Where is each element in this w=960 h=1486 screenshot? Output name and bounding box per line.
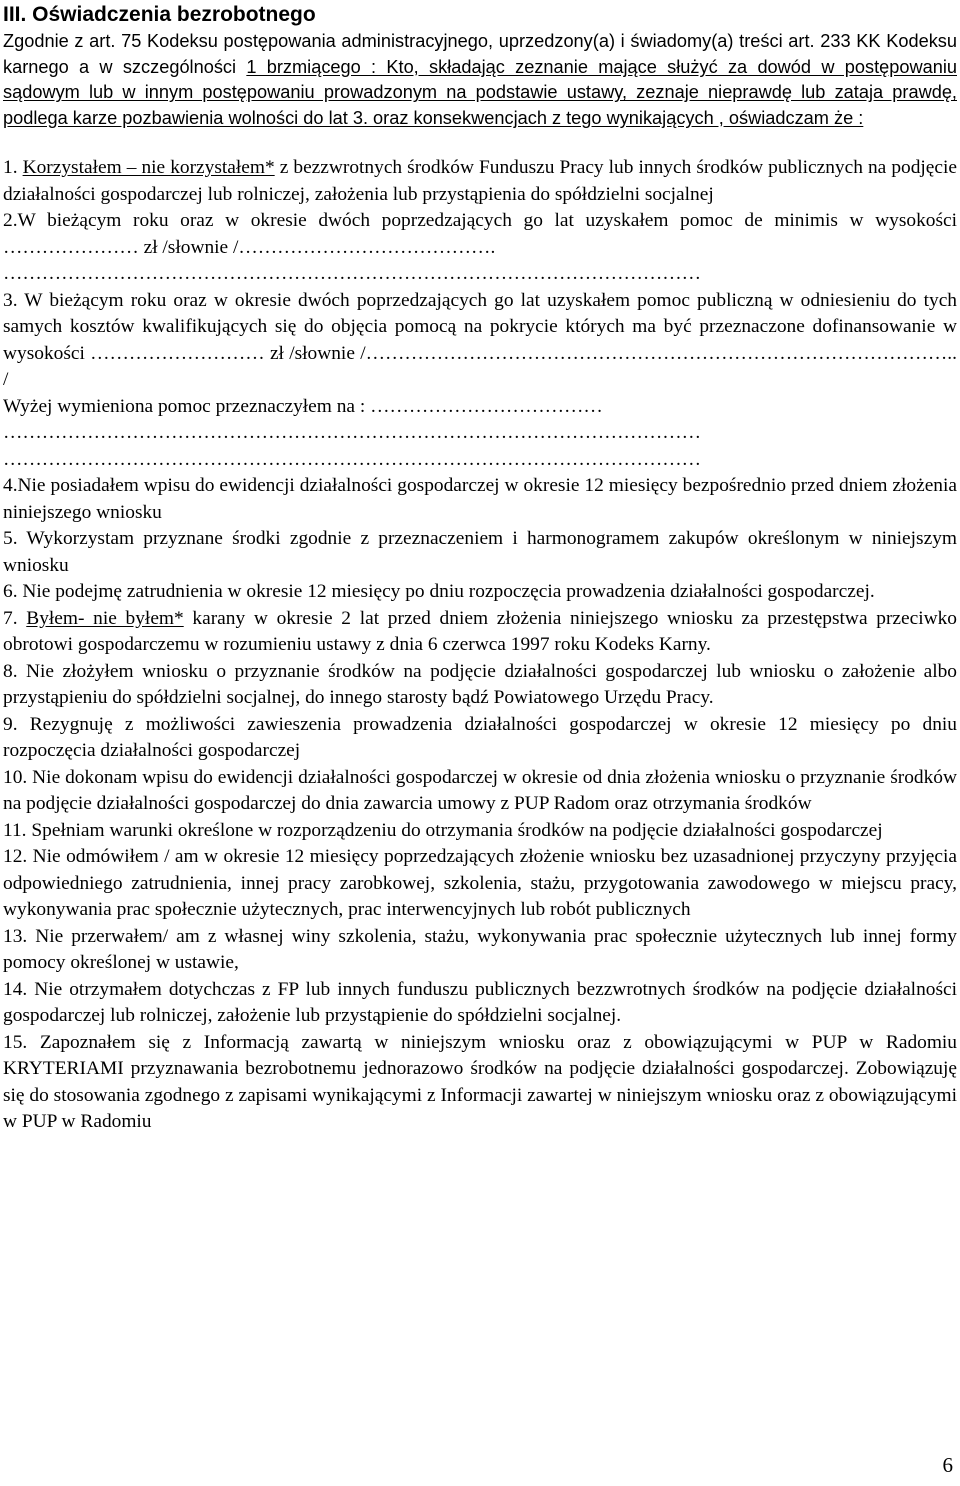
section-title: III. Oświadczenia bezrobotnego bbox=[3, 3, 316, 26]
statement-3-blank-line: ……………………………………………………………………………………………… bbox=[3, 422, 702, 443]
statement-7-number: 7. bbox=[3, 607, 27, 629]
statement-1 bbox=[3, 155, 957, 208]
statement-14: 14. Nie otrzymałem dotychczas z FP lub innych funduszu publicznych bezzwrotnych środków na podjęcie działalności gospodarczej lub rolniczej, założenie lub przystąpienie do spółdzielni socjalnej. bbox=[3, 978, 957, 1026]
statement-8: 8. Nie złożyłem wniosku o przyznanie środków na podjęcie działalności gospodarczej lub wniosku o założenie albo przystąpieniu do spółdzielni socjalnej, do innego starosty bądź Powiatowego Urzędu Pracy. bbox=[3, 660, 957, 708]
statement-12: 12. Nie odmówiłem / am w okresie 12 miesięcy poprzedzających złożenie wniosku bez uzasadnionej przyczyny przyjęcia odpowiedniego zatrudnienia, innej pracy zarobkowej, szkolenia, stażu, przygotowania zawodowego w miejscu pracy, wykonywania prac społecznie użytecznych, prac interwencyjnych lub robót publicznych bbox=[3, 846, 957, 920]
statement-9: 9. Rezygnuję z możliwości zawieszenia prowadzenia działalności gospodarczej w okresie 12 miesięcy po dniu rozpoczęcia działalności gospodarczej bbox=[3, 713, 957, 761]
statement-11: 11. Spełniam warunki określone w rozporządzeniu do otrzymania środków na podjęcie działalności gospodarczej bbox=[3, 819, 883, 841]
statement-15: 15. Zapoznałem się z Informacją zawartą w niniejszym wniosku oraz z obowiązującymi w PUP w Radomiu KRYTERIAMI przyznawania bezrobotnemu jednorazowo środków na podjęcie działalności gospodarczej. Zobowiązuję się do stosowania zgodnego z zapisami wynikającymi z Informacji zawartej w niniejszym wniosku oraz z obowiązującymi w PUP w Radomiu bbox=[3, 1031, 957, 1132]
statement-1-text: z bezzwrotnych środków Funduszu Pracy lub innych środków publicznych na podjęcie działalności gospodarczej lub rolniczej, założenia lub przystąpienia do spółdzielni socjalnej bbox=[3, 157, 958, 205]
statement-13: 13. Nie przerwałem/ am z własnej winy szkolenia, stażu, wykonywania prac społecznie użytecznych lub innej formy pomocy określonej w ustawie, bbox=[3, 925, 957, 973]
statement-2: 2.W bieżącym roku oraz w okresie dwóch poprzedzających go lat uzyskałem pomoc de minimis w wysokości ………………… zł /słownie /…………………………………. bbox=[3, 210, 957, 258]
document-page bbox=[3, 0, 957, 1486]
statement-7-choice: Byłem- nie byłem* bbox=[26, 607, 184, 629]
statement-7 bbox=[3, 606, 957, 659]
legal-intro-part1: Zgodnie z art. 75 Kodeksu postępowania administracyjnego, uprzedzony(a) i świadomy(a) treści art. 233 KK Kodeksu karnego a w szczególności bbox=[3, 31, 957, 77]
statement-2-blank-line: ……………………………………………………………………………………………… bbox=[3, 263, 702, 284]
statement-10: 10. Nie dokonam wpisu do ewidencji działalności gospodarczej w okresie od dnia złożenia wniosku o przyznanie środków na podjęcie działalności gospodarczej do dnia zawarcia umowy z PUP Radom oraz otrzymania środków bbox=[3, 766, 957, 814]
statement-7-text: karany w okresie 2 lat przed dniem złożenia niniejszego wniosku za przestępstwa przeciwko obrotowi gospodarczemu w rozumieniu ustawy z dnia 6 czerwca 1997 roku Kodeks Karny. bbox=[3, 607, 958, 655]
legal-intro bbox=[3, 29, 957, 131]
statement-3-usage: Wyżej wymieniona pomoc przeznaczyłem na : ……………………………… bbox=[3, 395, 603, 417]
article-quote-underlined: 1 brzmiącego : Kto, składając zeznanie mające służyć za dowód w postępowaniu sądowym lub w innym postępowaniu prowadzonym na podstawie ustawy, zeznaje nieprawdę lub zataja prawdę, podlega karze pozbawienia wolności do lat 3. oraz konsekwencjach z tego wynikających , oświadczam że : bbox=[3, 56, 957, 128]
page-number: 6 bbox=[942, 1453, 953, 1477]
statement-3: 3. W bieżącym roku oraz w okresie dwóch poprzedzających go lat uzyskałem pomoc publiczną w odniesieniu do tych samych kosztów kwalifikujących się do objęcia pomocą na pokrycie których ma być przeznaczone dofinansowanie w wysokości ……………………… zł /słownie /……………………………………………………………………………….. / bbox=[3, 289, 957, 390]
statement-5: 5. Wykorzystam przyznane środki zgodnie z przeznaczeniem i harmonogramem zakupów określonym w niniejszym wniosku bbox=[3, 528, 957, 576]
statement-3-blank-line: ……………………………………………………………………………………………… bbox=[3, 448, 702, 470]
statement-1-choice: Korzystałem – nie korzystałem* bbox=[22, 157, 275, 178]
statement-4: 4.Nie posiadałem wpisu do ewidencji działalności gospodarczej w okresie 12 miesięcy bezpośrednio przed dniem złożenia niniejszego wniosku bbox=[3, 475, 957, 523]
statement-1-number: 1. bbox=[3, 157, 23, 178]
spacer bbox=[3, 131, 957, 155]
statement-6: 6. Nie podejmę zatrudnienia w okresie 12 miesięcy po dniu rozpoczęcia prowadzenia działalności gospodarczej. bbox=[3, 581, 875, 602]
